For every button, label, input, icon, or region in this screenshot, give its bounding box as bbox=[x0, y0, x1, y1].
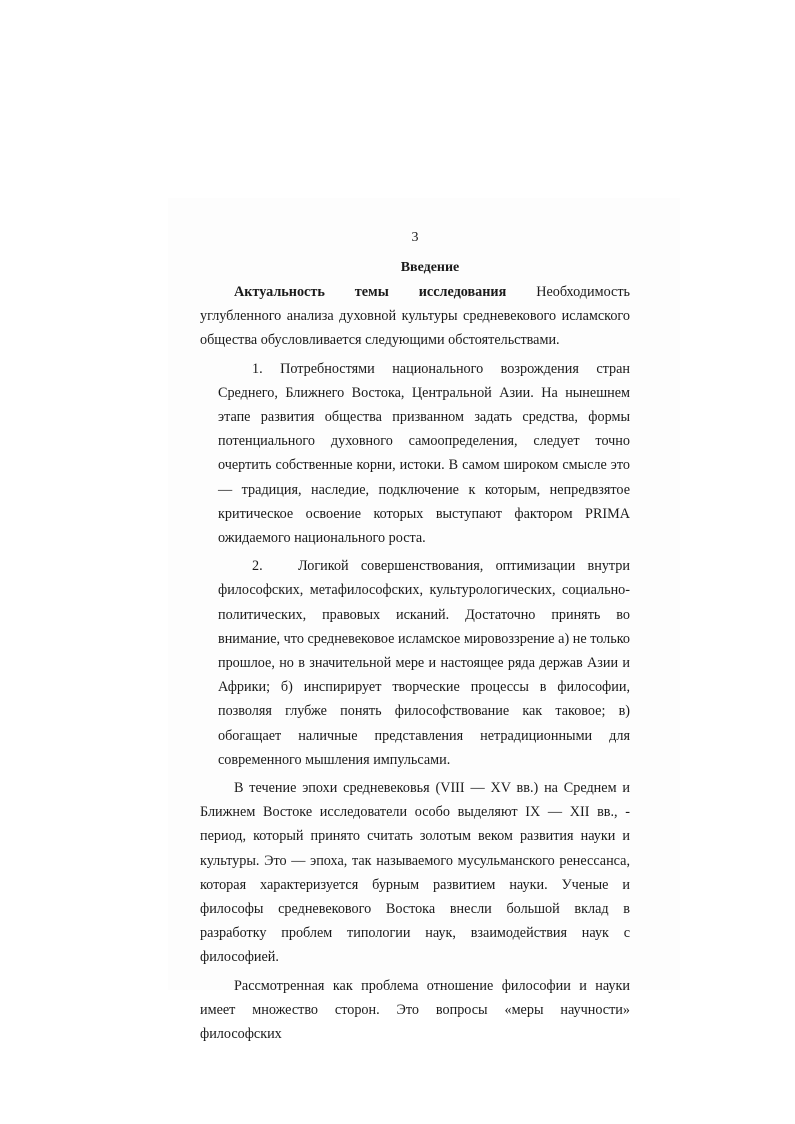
intro-paragraph bbox=[200, 280, 630, 353]
document-body bbox=[200, 226, 630, 1046]
intro-text: Необходимость углубленного анализа духовной культуры средневекового исламского общества обусловливается следующими обстоятельствами. bbox=[200, 284, 630, 349]
list-item-number: 1. bbox=[252, 360, 263, 377]
list-item-text: Логикой совершенствования, оптимизации внутри философских, метафилософских, культурологических, социально-политических, правовых исканий. Достаточно принять во внимание, что средневековое исламское мировоззрение а) не только прошлое, но в значительной мере и настоящее ряда держав Азии и Африки; б) инспирирует творческие процессы в философии, позволяя глубже понять философствование как таковое; в) обогащает наличные представления нетрадиционными для современного мышления импульсами. bbox=[218, 558, 630, 768]
body-paragraph-2: Рассмотренная как проблема отношение философии и науки имеет множество сторон. Это вопросы «меры научности» философских bbox=[200, 977, 630, 1043]
list-item-1 bbox=[218, 357, 630, 551]
body-paragraph-1: В течение эпохи средневековья (VIII — XV вв.) на Среднем и Ближнем Востоке исследователи особо выделяют IX — XII вв., - период, который принято считать золотым веком развития науки и культуры. Это — эпоха, так называемого мусульманского ренессанса, которая характеризуется бурным развитием науки. Ученые и философы средневекового Востока внесли большой вклад в разработку проблем типологии наук, взаимодействия наук с философией. bbox=[200, 780, 630, 966]
page-number: 3 bbox=[411, 230, 419, 245]
list-item-number: 2. bbox=[252, 558, 263, 575]
section-heading: Введение bbox=[400, 260, 460, 275]
intro-bold-lead: Актуальность темы исследования bbox=[234, 284, 507, 300]
list-item-2 bbox=[218, 554, 630, 772]
list-item-text: Потребностями национального возрождения стран Среднего, Ближнего Востока, Центральной Азии. На нынешнем этапе развития общества призванном задать средства, формы потенциального духовного самоопределения, следует точно очертить собственные корни, истоки. В самом широком смысле это — традиция, наследие, подключение к которым, непредвзятое критическое освоение которых выступают фактором PRIMA ожидаемого национального роста. bbox=[218, 360, 630, 547]
